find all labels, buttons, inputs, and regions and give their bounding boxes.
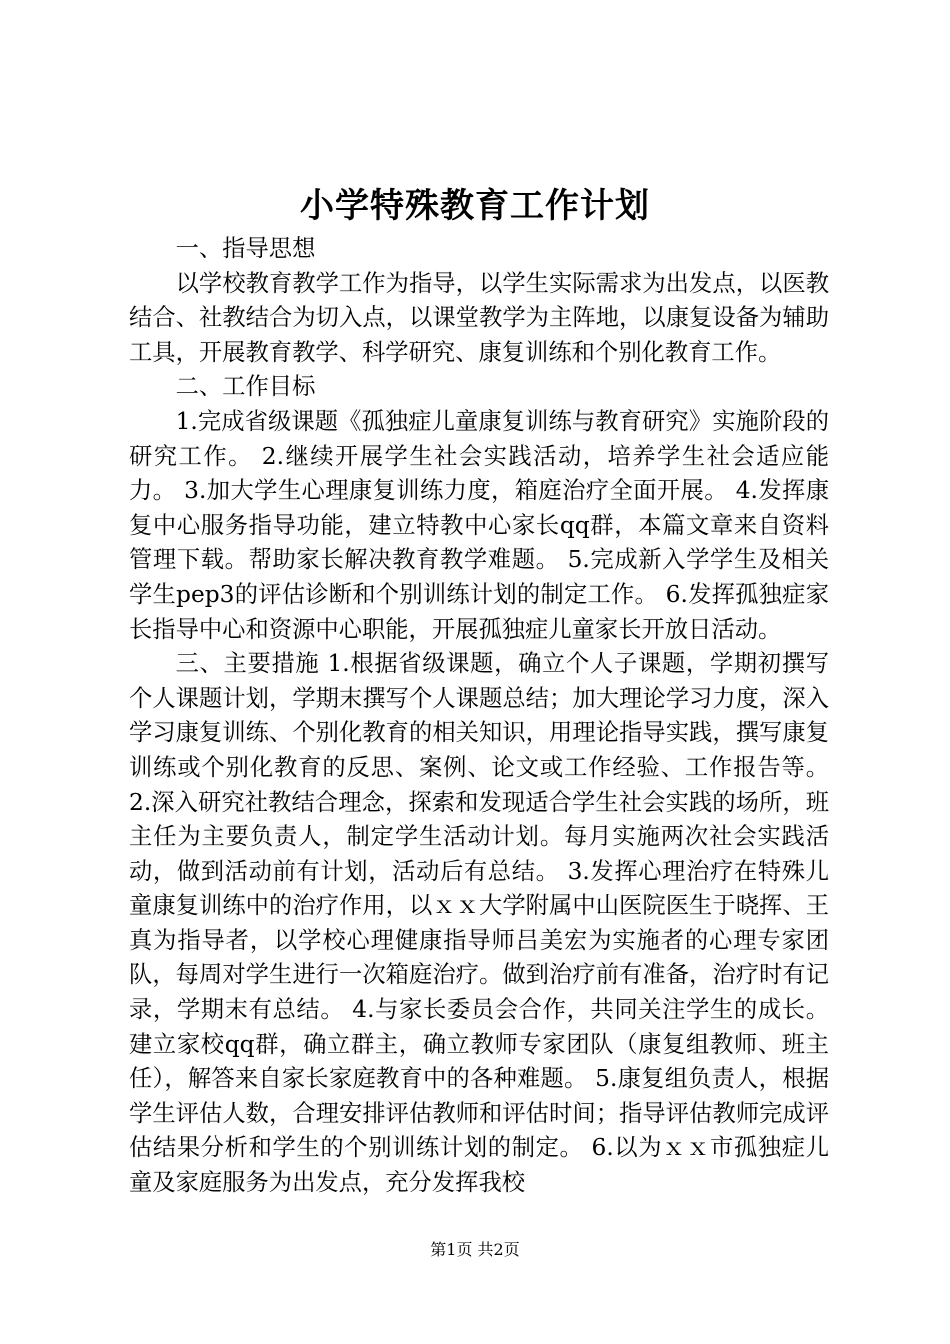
paragraph-guiding-ideology: 以学校教育教学工作为指导，以学生实际需求为出发点，以医教结合、社教结合为切入点，以课堂教学为主阵地，以康复设备为辅助工具，开展教育教学、科学研究、康复训练和个别化教育工作。 [129,269,829,366]
section-heading-work-goals: 二、工作目标 [175,373,316,401]
page-number-footer: 第1页 共2页 [430,1240,520,1259]
paragraph-work-goals: 1.完成省级课题《孤独症儿童康复训练与教育研究》实施阶段的研究工作。 2.继续开展学生社会实践活动，培养学生社会适应能力。 3.加大学生心理康复训练力度，箱庭治疗全面开展。 4.发挥康复中心服务指导功能，建立特教中心家长qq群，本篇文章来自资料管理下载。帮助家长解决教育教学难题。 5.完成新入学学生及相关学生pep3的评估诊断和个别训练计划的制定工作。 6.发挥孤独症家长指导中心和资源中心职能，开展孤独症儿童家长开放日活动。 [129,407,829,643]
document-body [129,232,829,1201]
document-title: 小学特殊教育工作计划 [300,186,650,226]
paragraph-main-measures: 三、主要措施 1.根据省级课题，确立个人子课题，学期初撰写个人课题计划，学期末撰写个人课题总结；加大理论学习力度，深入学习康复训练、个别化教育的相关知识，用理论指导实践，撰写康复训练或个别化教育的反思、案例、论文或工作经验、工作报告等。 2.深入研究社教结合理念，探索和发现适合学生社会实践的场所，班主任为主要负责人，制定学生活动计划。每月实施两次社会实践活动，做到活动前有计划，活动后有总结。 3.发挥心理治疗在特殊儿童康复训练中的治疗作用，以ｘｘ大学附属中山医院医生于晓挥、王真为指导者，以学校心理健康指导师吕美宏为实施者的心理专家团队，每周对学生进行一次箱庭治疗。做到治疗前有准备，治疗时有记录，学期末有总结。 4.与家长委员会合作，共同关注学生的成长。建立家校qq群，确立群主，确立教师专家团队（康复组教师、班主任），解答来自家长家庭教育中的各种难题。 5.康复组负责人，根据学生评估人数，合理安排评估教师和评估时间；指导评估教师完成评估结果分析和学生的个别训练计划的制定。 6.以为ｘｘ市孤独症儿童及家庭服务为出发点，充分发挥我校 [129,650,829,1197]
section-heading-guiding-ideology: 一、指导思想 [175,235,316,262]
